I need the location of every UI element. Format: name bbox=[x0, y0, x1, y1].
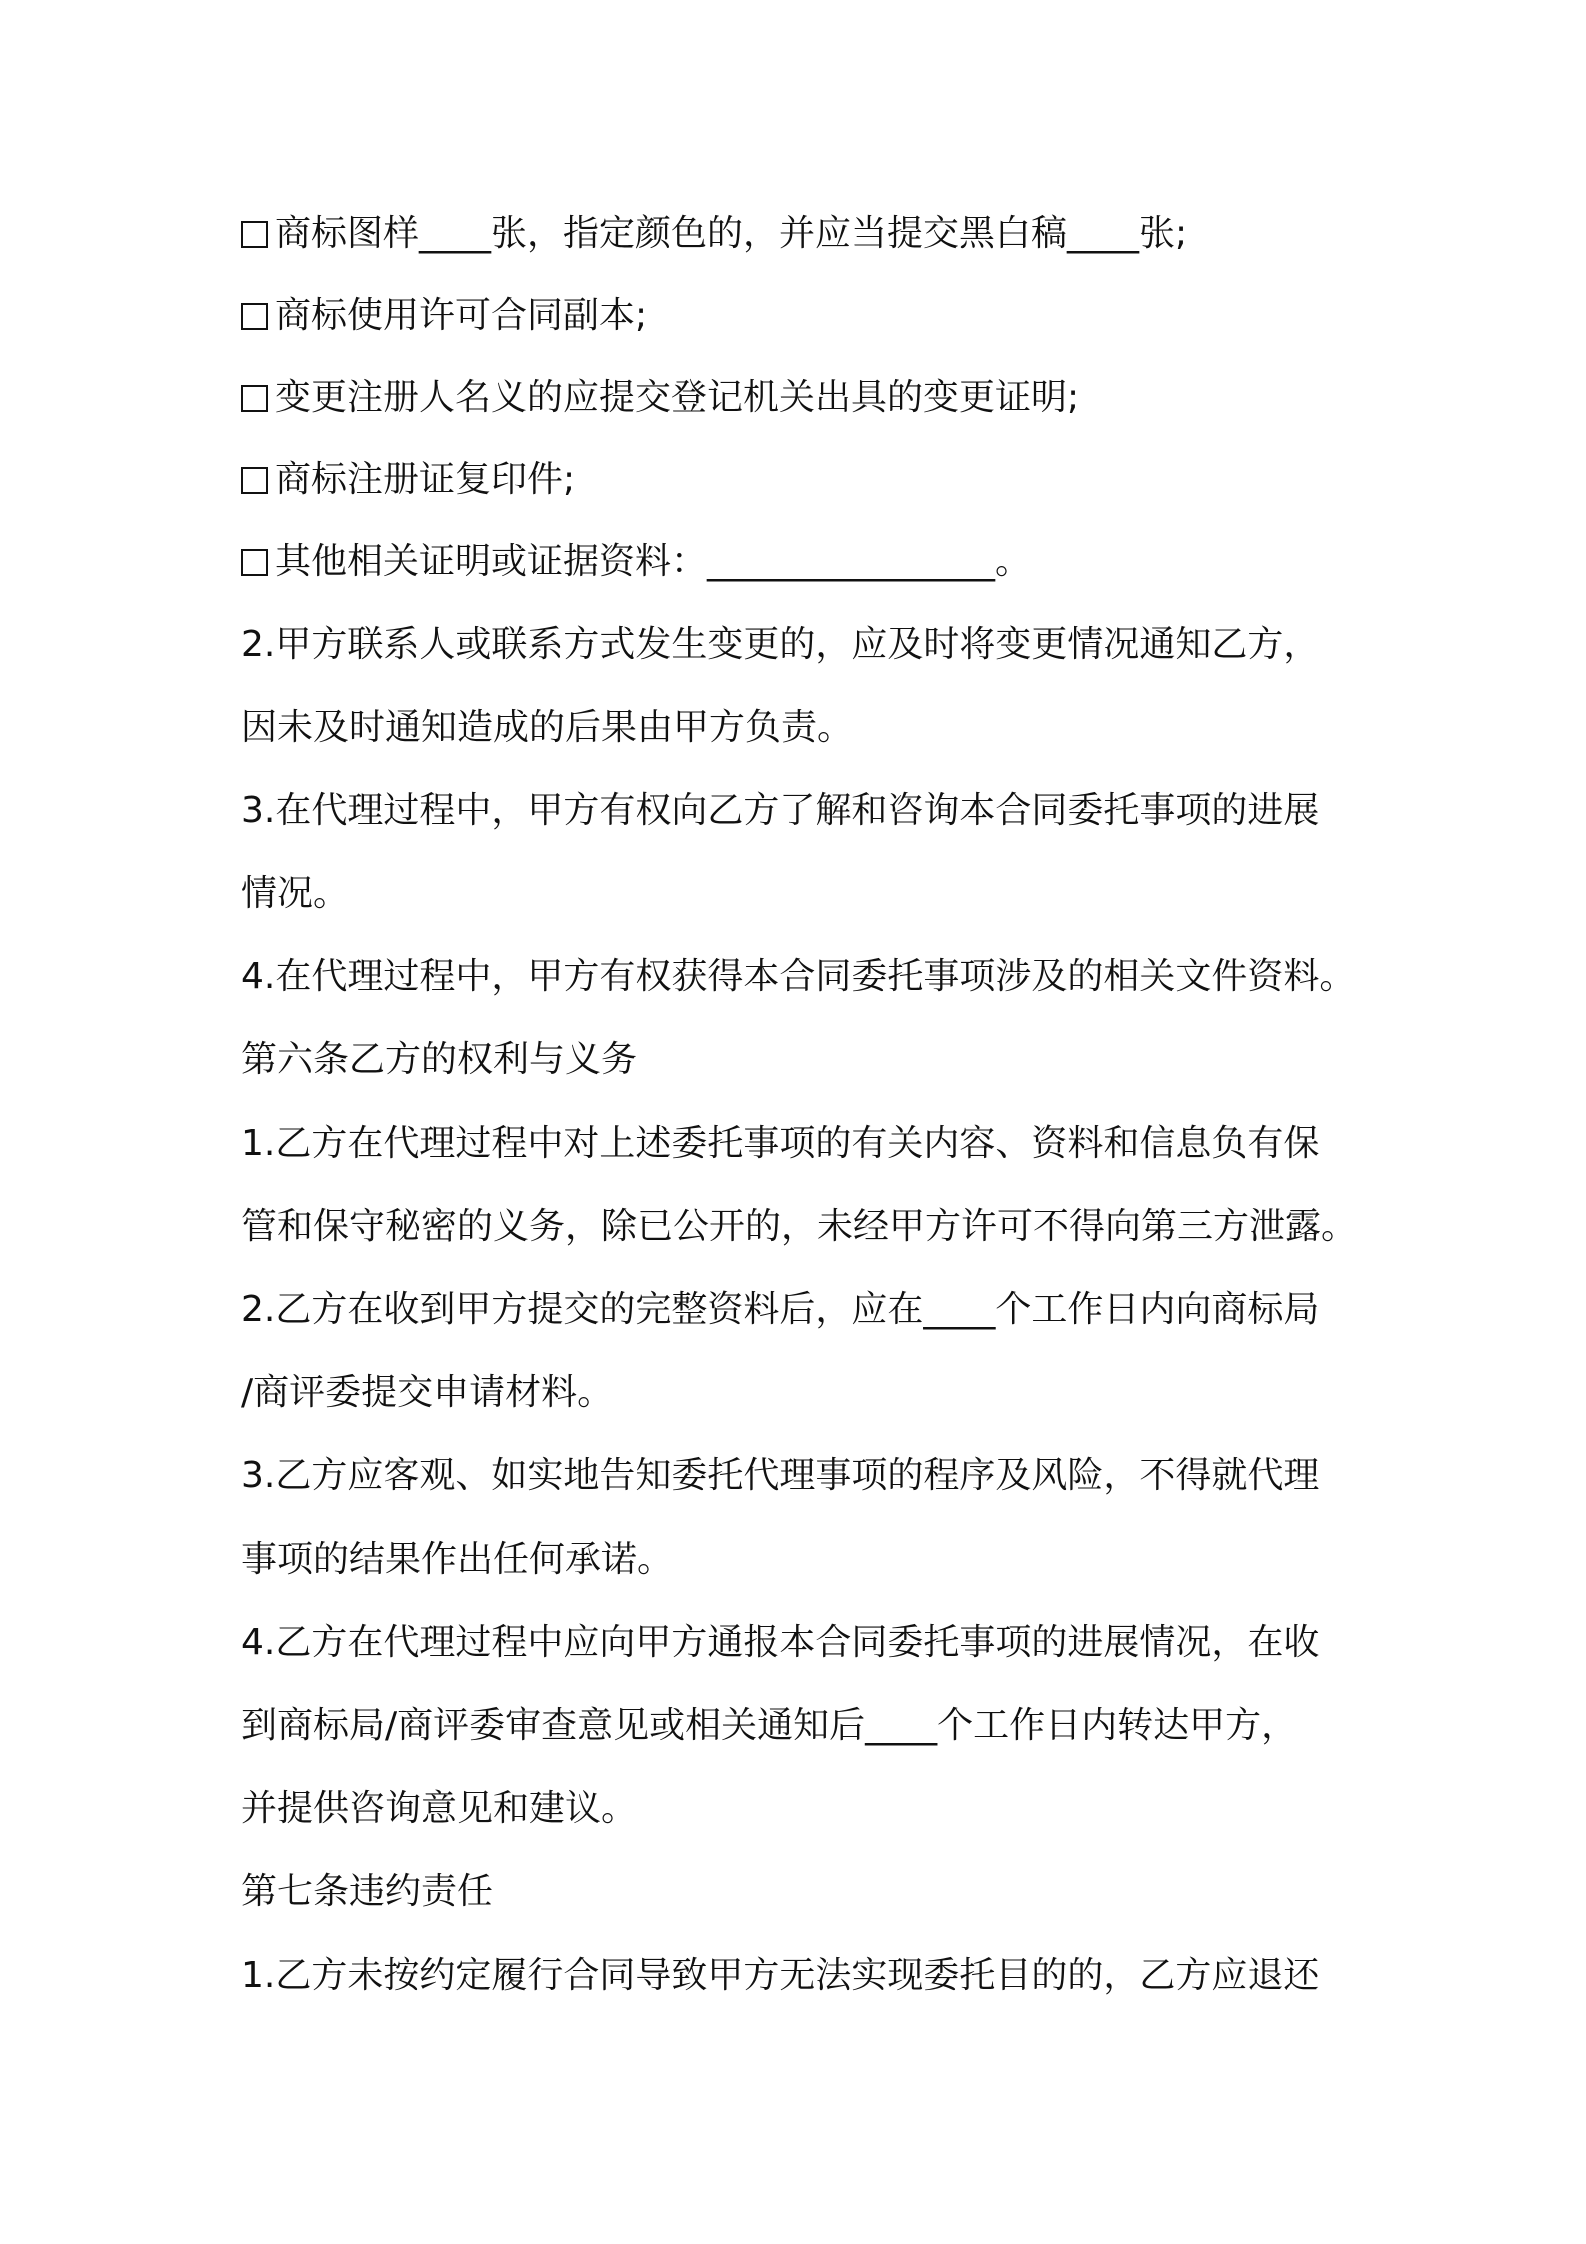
paragraph-line: 3.在代理过程中，甲方有权向乙方了解和咨询本合同委托事项的进展 bbox=[241, 790, 1320, 831]
paragraph-line: 因未及时通知造成的后果由甲方负责。 bbox=[241, 707, 854, 748]
checkbox-icon[interactable] bbox=[241, 467, 268, 494]
checkbox-icon[interactable] bbox=[241, 549, 268, 576]
checklist-item-other-evidence bbox=[241, 538, 1031, 586]
paragraph-line: /商评委提交申请材料。 bbox=[241, 1372, 614, 1413]
checklist-item-trademark-samples bbox=[241, 210, 1187, 258]
paragraph-line: 管和保守秘密的义务，除已公开的，未经甲方许可不得向第三方泄露。 bbox=[241, 1206, 1358, 1247]
paragraph-line: 2.乙方在收到甲方提交的完整资料后，应在____个工作日内向商标局 bbox=[241, 1289, 1320, 1330]
checkbox-icon[interactable] bbox=[241, 221, 268, 248]
paragraph-line: 3.乙方应客观、如实地告知委托代理事项的程序及风险，不得就代理 bbox=[241, 1455, 1320, 1496]
paragraph-line: 情况。 bbox=[241, 873, 350, 914]
line-text: 商标使用许可合同副本; bbox=[275, 295, 648, 336]
line-text: 变更注册人名义的应提交登记机关出具的变更证明; bbox=[275, 377, 1080, 418]
paragraph-line: 4.在代理过程中，甲方有权获得本合同委托事项涉及的相关文件资料。 bbox=[241, 956, 1356, 997]
paragraph-line: 事项的结果作出任何承诺。 bbox=[241, 1539, 674, 1580]
paragraph-line: 1.乙方未按约定履行合同导致甲方无法实现委托目的的，乙方应退还 bbox=[241, 1955, 1320, 1996]
paragraph-line: 1.乙方在代理过程中对上述委托事项的有关内容、资料和信息负有保 bbox=[241, 1123, 1320, 1164]
line-text: 商标注册证复印件; bbox=[275, 459, 576, 500]
section-heading-article-7: 第七条违约责任 bbox=[241, 1871, 494, 1912]
paragraph-line: 并提供咨询意见和建议。 bbox=[241, 1788, 638, 1829]
checklist-item-change-certificate bbox=[241, 374, 1079, 422]
checkbox-icon[interactable] bbox=[241, 303, 268, 330]
line-text: 商标图样____张，指定颜色的，并应当提交黑白稿____张; bbox=[275, 213, 1188, 254]
paragraph-line: 到商标局/商评委审查意见或相关通知后____个工作日内转达甲方， bbox=[241, 1705, 1298, 1746]
section-heading-article-6: 第六条乙方的权利与义务 bbox=[241, 1039, 638, 1080]
checklist-item-registration-copy bbox=[241, 456, 575, 504]
paragraph-line: 2.甲方联系人或联系方式发生变更的，应及时将变更情况通知乙方， bbox=[241, 624, 1320, 665]
paragraph-line: 4.乙方在代理过程中应向甲方通报本合同委托事项的进展情况，在收 bbox=[241, 1622, 1320, 1663]
checkbox-icon[interactable] bbox=[241, 385, 268, 412]
line-text: 其他相关证明或证据资料：________________。 bbox=[275, 541, 1032, 582]
checklist-item-license-contract-copy bbox=[241, 292, 647, 340]
